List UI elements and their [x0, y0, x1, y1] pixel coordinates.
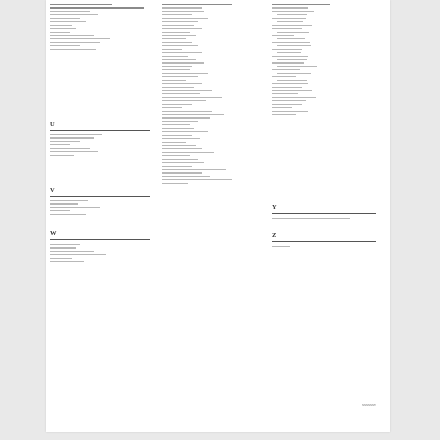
page-number: xxxxxxv	[362, 402, 376, 407]
section-divider	[272, 213, 376, 214]
index-entries-block	[272, 246, 290, 249]
section-letter-z: Z	[272, 232, 277, 239]
section-letter-w: W	[50, 230, 57, 237]
index-entries-block	[50, 134, 102, 158]
index-entries-block	[272, 218, 350, 221]
section-divider	[50, 130, 150, 131]
index-entries-block	[272, 4, 330, 117]
section-letter-u: U	[50, 121, 55, 128]
section-divider	[272, 241, 376, 242]
index-entries-block	[50, 200, 100, 217]
section-letter-v: V	[50, 187, 55, 194]
section-letter-y: Y	[272, 204, 277, 211]
index-entries-block	[50, 4, 144, 52]
index-entries-block	[50, 244, 106, 265]
section-divider	[50, 196, 150, 197]
section-divider	[50, 239, 150, 240]
index-entries-block	[162, 4, 232, 186]
document-page	[46, 0, 390, 432]
